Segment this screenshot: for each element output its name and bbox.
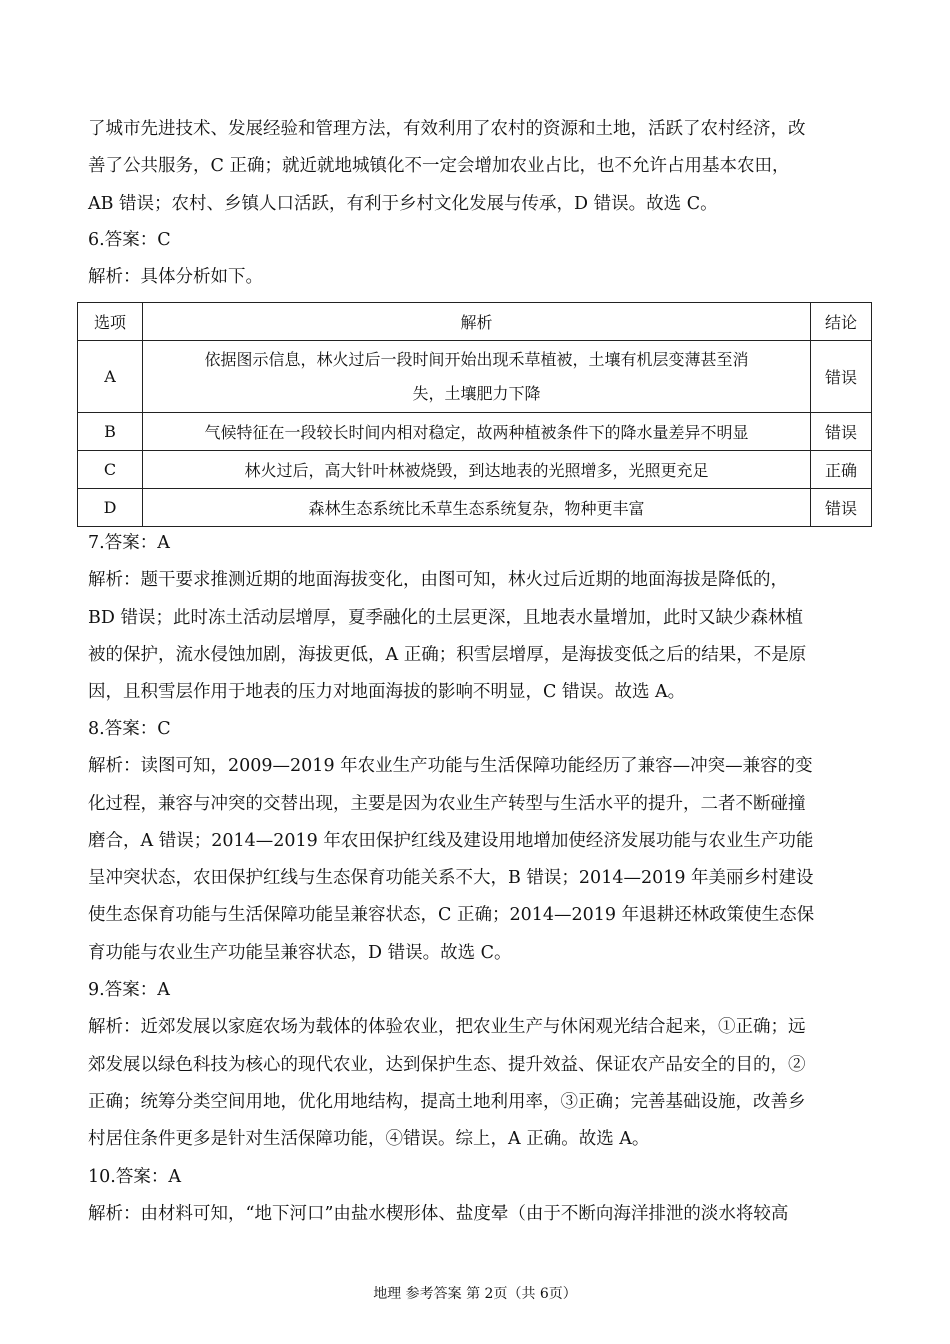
option-cell: D [78, 489, 143, 527]
q7-answer: 7.答案：A [88, 533, 170, 553]
header-option: 选项 [78, 303, 143, 341]
text-line: 磨合，A 错误；2014—2019 年农田保护红线及建设用地增加使经济发展功能与农业生产功能 [88, 830, 814, 851]
text-line: 郊发展以绿色科技为核心的现代农业，达到保护生态、提升效益、保证农产品安全的目的，② [88, 1054, 806, 1075]
conclusion-cell: 错误 [811, 341, 872, 413]
text-line: 解析：题干要求推测近期的地面海拔变化，由图可知，林火过后近期的地面海拔是降低的， [88, 570, 788, 591]
analysis-line: 失，土壤肥力下降 [412, 383, 541, 403]
analysis-cell: 林火过后，高大针叶林被烧毁，到达地表的光照增多，光照更充足 [143, 451, 811, 489]
analysis-cell [143, 341, 811, 413]
text-line: 解析：近郊发展以家庭农场为载体的体验农业，把农业生产与休闲观光结合起来，①正确；远 [88, 1017, 806, 1038]
table-row [78, 413, 872, 451]
q8-section [88, 711, 868, 972]
text-line: 善了公共服务，C 正确；就近就地城镇化不一定会增加农业占比，也不允许占用基本农田， [88, 156, 790, 177]
text-line: 呈冲突状态，农田保护红线与生态保育功能关系不大，B 错误；2014—2019 年美丽乡村建设 [88, 868, 814, 889]
q8-answer: 8.答案：C [88, 719, 171, 739]
text-line: AB 错误；农村、乡镇人口活跃，有利于乡村文化发展与传承，D 错误。故选 C。 [88, 193, 718, 214]
q10-answer: 10.答案：A [88, 1167, 181, 1187]
table-row [78, 451, 872, 489]
q6-analysis-intro: 解析：具体分析如下。 [88, 267, 263, 288]
text-line: 正确；统筹分类空间用地，优化用地结构，提高土地利用率，③正确；完善基础设施，改善乡 [88, 1091, 806, 1112]
text-line: 使生态保育功能与生活保障功能呈兼容状态，C 正确；2014—2019 年退耕还林政策使生态保 [88, 905, 815, 926]
text-line: BD 错误；此时冻土活动层增厚，夏季融化的土层更深，且地表水量增加，此时又缺少森林植 [88, 607, 803, 628]
table-row [78, 341, 872, 413]
q7-section [88, 525, 868, 711]
text-line: 育功能与农业生产功能呈兼容状态，D 错误。故选 C。 [88, 942, 512, 963]
conclusion-cell: 正确 [811, 451, 872, 489]
conclusion-cell: 错误 [811, 489, 872, 527]
continued-paragraph [88, 111, 868, 223]
text-line: 解析：读图可知，2009—2019 年农业生产功能与生活保障功能经历了兼容—冲突—兼容的变 [88, 756, 813, 777]
page-footer: 地理 参考答案 第 2页（共 6页） [373, 1286, 577, 1302]
text-line: 村居住条件更多是针对生活保障功能，④错误。综上，A 正确。故选 A。 [88, 1129, 650, 1150]
analysis-line: 依据图示信息，林火过后一段时间开始出现禾草植被，土壤有机层变薄甚至消 [204, 349, 749, 369]
option-cell: B [78, 413, 143, 451]
q6-analysis-table [77, 302, 872, 527]
q9-answer: 9.答案：A [88, 980, 170, 1000]
q10-section [88, 1159, 868, 1234]
analysis-cell: 森林生态系统比禾草生态系统复杂，物种更丰富 [143, 489, 811, 527]
conclusion-cell: 错误 [811, 413, 872, 451]
text-line: 化过程，兼容与冲突的交替出现，主要是因为农业生产转型与生活水平的提升，二者不断碰撞 [88, 793, 806, 814]
q6-section [88, 222, 868, 297]
q9-section [88, 972, 868, 1158]
analysis-cell: 气候特征在一段较长时间内相对稳定，故两种植被条件下的降水量差异不明显 [143, 413, 811, 451]
option-cell: C [78, 451, 143, 489]
text-line: 因，且积雪层作用于地表的压力对地面海拔的影响不明显，C 错误。故选 A。 [88, 682, 686, 703]
option-cell: A [78, 341, 143, 413]
header-conclusion: 结论 [811, 303, 872, 341]
header-analysis: 解析 [143, 303, 811, 341]
text-line: 被的保护，流水侵蚀加剧，海拔更低，A 正确；积雪层增厚，是海拔变低之后的结果，不是原 [88, 644, 807, 665]
text-line: 了城市先进技术、发展经验和管理方法，有效利用了农村的资源和土地，活跃了农村经济，改 [88, 119, 806, 139]
table-row [78, 489, 872, 527]
q6-answer: 6.答案：C [88, 230, 171, 250]
text-line: 解析：由材料可知，“地下河口”由盐水楔形体、盐度晕（由于不断向海洋排泄的淡水将较高 [88, 1204, 789, 1225]
table-header-row [78, 303, 872, 341]
